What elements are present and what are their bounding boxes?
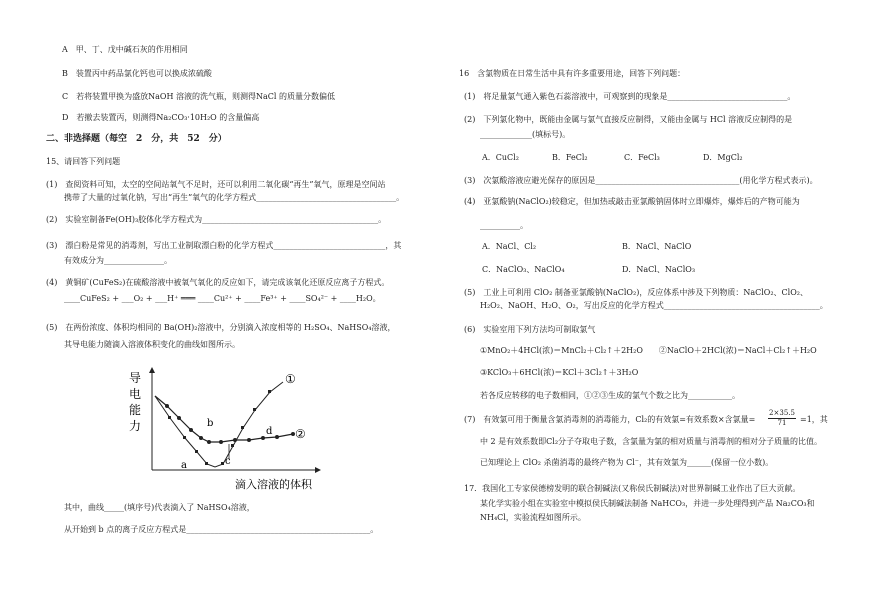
q16-part4-line1: (4) 亚氯酸钠(NaClO₂)较稳定，但加热或敲击亚氯酸钠固体时立即爆炸，爆炸后的产物可能为 — [464, 197, 800, 206]
option-c: C 若将装置甲换为盛放NaOH 溶液的洗气瓶，则测得NaCl 的质量分数偏低 — [62, 92, 335, 101]
q16-part2-option: C．FeCl₃ — [624, 153, 660, 162]
q15-part3-line2: 有效成分为_______________。 — [64, 256, 172, 265]
q16-part4-option: A．NaCl、Cl₂ — [482, 242, 537, 251]
q16-part4-option: D．NaCl、NaClO₃ — [622, 265, 696, 274]
q16-part6-reaction3: ③KClO₃＋6HCl(浓)＝KCl＋3Cl₂↑＋3H₂O — [480, 368, 639, 377]
question-17-line1: 17．我国化工专家侯德榜发明的联合制碱法(又称侯氏制碱法)对世界制碱工业作出了巨大贡献。 — [464, 484, 801, 493]
effective-chlorine-fraction — [768, 409, 796, 428]
ylabel-char: 能 — [129, 403, 142, 417]
curve-1-label: ① — [285, 372, 296, 386]
q16-part6: (6) 实验室用下列方法均可制取氯气 — [464, 325, 596, 334]
ylabel-char: 力 — [129, 419, 142, 433]
q15-part2: (2) 实验室制备Fe(OH)₃胶体化学方程式为____________________________________________。 — [46, 215, 387, 224]
q16-part2-line2: _____________(填标号)。 — [480, 130, 571, 139]
q15-part4-equation: ____CuFeS₂ + ___O₂ + ___H⁺ ═══ ____Cu²⁺ + ____Fe³⁺ + ____SO₄²⁻ + ____H₂O。 — [64, 294, 381, 303]
question-16: 16 含氯物质在日常生活中具有许多重要用途，回答下列问题： — [459, 69, 686, 78]
curve-1 — [155, 382, 283, 467]
q16-part7-line2: 中 2 是有效系数即Cl₂分子夺取电子数，含氯量为氯的相对质量与消毒剂的相对分子质量的比值。 — [480, 437, 823, 446]
q16-part7-line1: (7) 有效氯可用于衡量含氯消毒剂的消毒能力，Cl₂的有效氯=有效系数×含氯量= — [464, 415, 756, 424]
q16-part4-option: B．NaCl、NaClO — [622, 242, 692, 251]
q15-part5-line3: 其中，曲线_____(填序号)代表滴入了 NaHSO₄溶液， — [64, 503, 255, 512]
q16-part7-line1-tail: =1，其 — [800, 415, 828, 424]
q15-part4-line1: (4) 黄铜矿(CuFeS₂)在硫酸溶液中被氧气氧化的反应如下，请完成该氧化还原反应离子方程式。 — [46, 278, 390, 287]
q16-part5-line1: (5) 工业上可利用 ClO₂ 制备亚氯酸钠(NaClO₂)，反应体系中涉及下列物质：NaClO₂、ClO₂、 — [464, 288, 808, 297]
curve-2-label: ② — [295, 427, 306, 441]
point-d-label: d — [266, 426, 273, 437]
q16-part7-line3: 已知理论上 ClO₂ 杀菌消毒的最终产物为 Cl⁻，其有效氯为______(保留一位小数)。 — [480, 458, 774, 467]
ylabel-char: 电 — [129, 387, 142, 401]
section-heading: 二、非选择题（每空 2 分，共 52 分） — [46, 134, 227, 144]
point-c-label: c — [225, 456, 231, 467]
q16-part3: (3) 次氯酸溶液应避光保存的原因是____________________________________(用化学方程式表示)。 — [464, 176, 818, 185]
q15-part5-line1: (5) 在两份浓度、体积均相同的 Ba(OH)₂溶液中，分别滴入浓度相等的 H₂SO₄、NaHSO₄溶液， — [46, 323, 396, 332]
q15-part3-line1: (3) 漂白粉是常见的消毒剂，写出工业制取漂白粉的化学方程式____________________________，其 — [46, 241, 402, 250]
q16-part1: (1) 将足量氯气通入紫色石蕊溶液中，可观察到的现象是______________________________。 — [464, 92, 796, 101]
option-a: A 甲、丁、戊中碱石灰的作用相同 — [62, 45, 188, 54]
point-b-label: b — [207, 418, 214, 429]
point-a-label: a — [181, 460, 187, 471]
option-d: D 若撤去装置丙，则测得Na₂CO₃·10H₂O 的含量偏高 — [62, 113, 260, 122]
q16-part2-option: B．FeCl₂ — [552, 153, 588, 162]
q15-part1-line1: (1) 查阅资料可知，太空的空间站氧气不足时，还可以利用二氧化碳“再生”氧气，原理是空间站 — [46, 180, 386, 189]
question-17-line3: NH₄Cl，实验流程如图所示。 — [480, 513, 586, 522]
x-axis-label: 滴入溶液的体积 — [235, 478, 312, 491]
q15-part5-line4: 从开始到 b 点的离子反应方程式是______________________________________________。 — [64, 525, 379, 534]
q16-part2-line1: (2) 下列氯化物中，既能由金属与氯气直接反应制得，又能由金属与 HCl 溶液反应制得的是 — [464, 115, 793, 124]
fraction-numerator: 2×35.5 — [769, 409, 795, 417]
curve-1-markers — [168, 390, 271, 465]
q16-part6-question: 若各反应转移的电子数相同，①②③生成的氯气个数之比为___________。 — [480, 391, 740, 400]
ylabel-char: 导 — [129, 371, 142, 385]
conductivity-graph — [125, 360, 340, 495]
q16-part2-option: A．CuCl₂ — [482, 153, 519, 162]
q16-part5-line2: H₂O₂、NaOH、H₂O、O₂，写出反应的化学方程式_______________________________________。 — [480, 301, 828, 310]
q16-part4-line2: __________。 — [480, 221, 528, 230]
q15-part1-line2: 携带了大量的过氧化钠，写出“再生”氧气的化学方程式___________________________________。 — [64, 193, 405, 202]
q15-part5-line2: 其导电能力随滴入溶液体积变化的曲线如图所示。 — [64, 340, 240, 349]
q16-part2-option: D．MgCl₂ — [703, 153, 743, 162]
fraction-denominator: 71 — [777, 419, 787, 427]
question-15: 15、请回答下列问题 — [46, 157, 121, 166]
option-b: B 装置丙中药品氯化钙也可以换成浓硫酸 — [62, 69, 212, 78]
question-17-line2: 某化学实验小组在实验室中模拟侯氏制碱法制备 NaHCO₃，并进一步处理得到产品 Na₂CO₃和 — [480, 499, 815, 508]
q16-part4-option: C．NaClO₃、NaClO₄ — [482, 265, 565, 274]
q16-part6-reactions: ①MnO₂＋4HCl(浓)＝MnCl₂＋Cl₂↑＋2H₂O ②NaClO＋2HCl(浓)＝NaCl＋Cl₂↑＋H₂O — [480, 346, 817, 355]
